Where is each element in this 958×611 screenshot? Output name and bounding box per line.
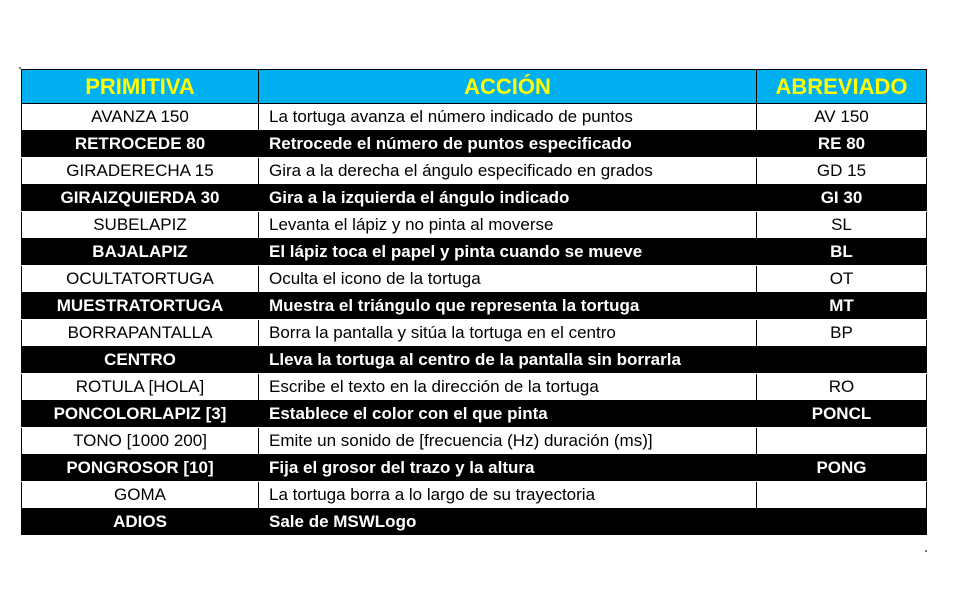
primitive-cell: OCULTATORTUGA xyxy=(22,266,259,293)
table-row xyxy=(22,185,927,212)
action-cell: Sale de MSWLogo xyxy=(259,509,757,536)
header-primitive: PRIMITIVA xyxy=(22,70,259,104)
header-action: ACCIÓN xyxy=(259,70,757,104)
commands-table-container xyxy=(21,69,926,536)
primitive-cell: GIRAIZQUIERDA 30 xyxy=(22,185,259,212)
primitive-cell: RETROCEDE 80 xyxy=(22,131,259,158)
action-cell: Borra la pantalla y sitúa la tortuga en el centro xyxy=(259,320,757,347)
table-row xyxy=(22,428,927,455)
primitive-cell: PONCOLORLAPIZ [3] xyxy=(22,401,259,428)
table-row xyxy=(22,374,927,401)
table-row xyxy=(22,455,927,482)
abbreviation-cell: SL xyxy=(757,212,927,239)
table-row xyxy=(22,239,927,266)
table-row xyxy=(22,104,927,131)
abbreviation-cell: GI 30 xyxy=(757,185,927,212)
action-cell: Retrocede el número de puntos especificado xyxy=(259,131,757,158)
abbreviation-cell: OT xyxy=(757,266,927,293)
abbreviation-cell: PONG xyxy=(757,455,927,482)
corner-mark-bottom-right xyxy=(925,550,927,552)
table-body xyxy=(22,104,927,536)
table-row xyxy=(22,401,927,428)
primitive-cell: AVANZA 150 xyxy=(22,104,259,131)
abbreviation-cell: MT xyxy=(757,293,927,320)
abbreviation-cell: RO xyxy=(757,374,927,401)
primitive-cell: CENTRO xyxy=(22,347,259,374)
primitive-cell: TONO [1000 200] xyxy=(22,428,259,455)
primitive-cell: GIRADERECHA 15 xyxy=(22,158,259,185)
primitive-cell: BORRAPANTALLA xyxy=(22,320,259,347)
commands-table xyxy=(21,69,927,536)
primitive-cell: ROTULA [HOLA] xyxy=(22,374,259,401)
primitive-cell: GOMA xyxy=(22,482,259,509)
action-cell: Emite un sonido de [frecuencia (Hz) duración (ms)] xyxy=(259,428,757,455)
action-cell: Establece el color con el que pinta xyxy=(259,401,757,428)
abbreviation-cell: BL xyxy=(757,239,927,266)
abbreviation-cell xyxy=(757,347,927,374)
header-row xyxy=(22,70,927,104)
primitive-cell: ADIOS xyxy=(22,509,259,536)
action-cell: Escribe el texto en la dirección de la tortuga xyxy=(259,374,757,401)
table-row xyxy=(22,482,927,509)
action-cell: El lápiz toca el papel y pinta cuando se mueve xyxy=(259,239,757,266)
table-row xyxy=(22,266,927,293)
table-row xyxy=(22,131,927,158)
abbreviation-cell: AV 150 xyxy=(757,104,927,131)
action-cell: Oculta el icono de la tortuga xyxy=(259,266,757,293)
action-cell: La tortuga borra a lo largo de su trayectoria xyxy=(259,482,757,509)
table-row xyxy=(22,212,927,239)
action-cell: Lleva la tortuga al centro de la pantalla sin borrarla xyxy=(259,347,757,374)
action-cell: Muestra el triángulo que representa la tortuga xyxy=(259,293,757,320)
primitive-cell: SUBELAPIZ xyxy=(22,212,259,239)
abbreviation-cell xyxy=(757,428,927,455)
abbreviation-cell xyxy=(757,509,927,536)
table-row xyxy=(22,347,927,374)
abbreviation-cell: RE 80 xyxy=(757,131,927,158)
primitive-cell: BAJALAPIZ xyxy=(22,239,259,266)
header-abbreviation: ABREVIADO xyxy=(757,70,927,104)
table-row xyxy=(22,509,927,536)
abbreviation-cell: GD 15 xyxy=(757,158,927,185)
primitive-cell: PONGROSOR [10] xyxy=(22,455,259,482)
table-row xyxy=(22,158,927,185)
primitive-cell: MUESTRATORTUGA xyxy=(22,293,259,320)
action-cell: Gira a la derecha el ángulo especificado en grados xyxy=(259,158,757,185)
action-cell: Gira a la izquierda el ángulo indicado xyxy=(259,185,757,212)
table-row xyxy=(22,320,927,347)
action-cell: La tortuga avanza el número indicado de puntos xyxy=(259,104,757,131)
action-cell: Fija el grosor del trazo y la altura xyxy=(259,455,757,482)
action-cell: Levanta el lápiz y no pinta al moverse xyxy=(259,212,757,239)
abbreviation-cell xyxy=(757,482,927,509)
abbreviation-cell: PONCL xyxy=(757,401,927,428)
abbreviation-cell: BP xyxy=(757,320,927,347)
table-row xyxy=(22,293,927,320)
